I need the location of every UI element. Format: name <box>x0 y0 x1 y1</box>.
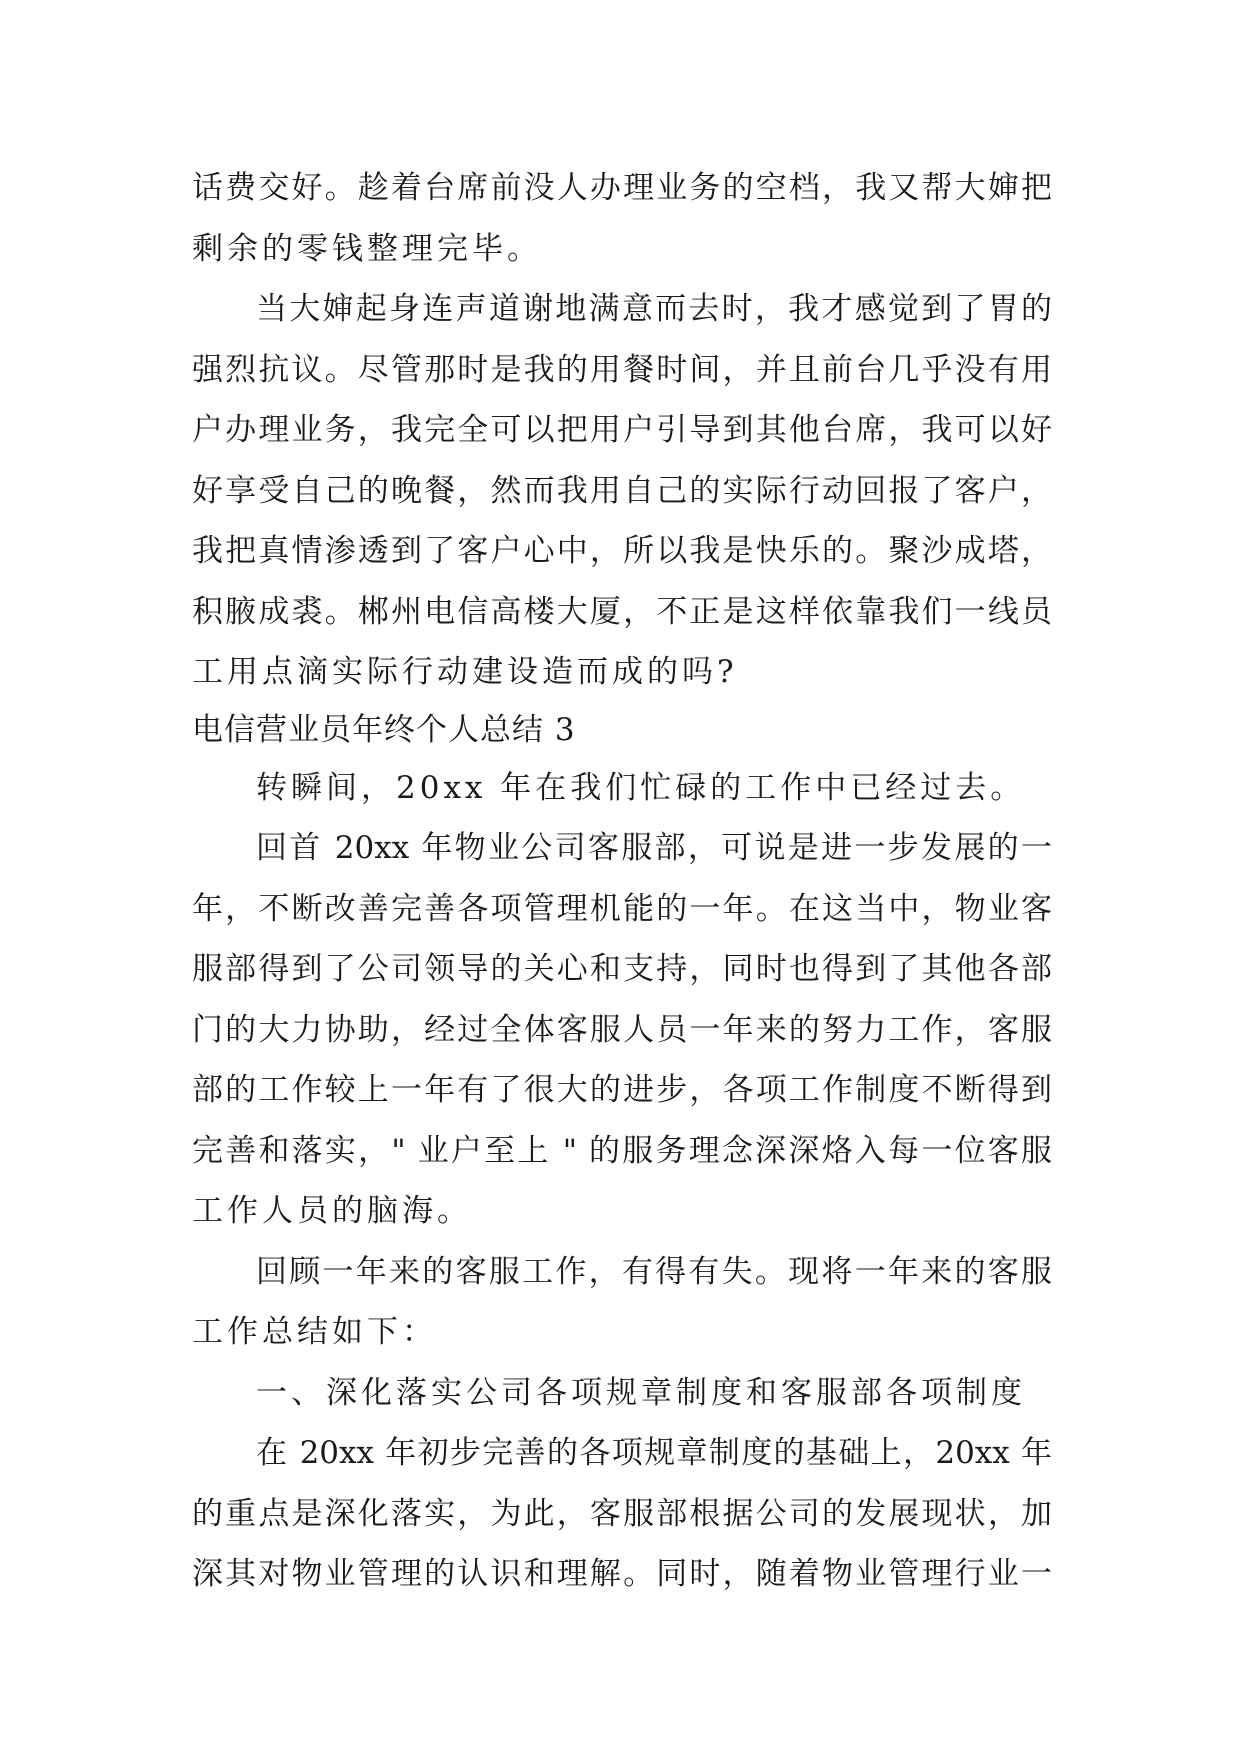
section-heading: 电信营业员年终个人总结 3 <box>192 711 576 748</box>
paragraph-start: 回顾一年来的客服工作，有得有失。现将一年来的客服 <box>256 1253 1052 1290</box>
text-line: 工作人员的脑海。 <box>192 1193 472 1229</box>
text-line: 年，不断改善完善各项管理机能的一年。在这当中，物业客 <box>192 890 1052 927</box>
text-line: 户办理业务，我完全可以把用户引导到其他台席，我可以好 <box>192 412 1052 448</box>
text-line: 工作总结如下： <box>192 1314 437 1350</box>
text-line: 部的工作较上一年有了很大的进步，各项工作制度不断得到 <box>192 1072 1052 1108</box>
document-body <box>192 158 1052 1605</box>
text-line: 我把真情渗透到了客户心中，所以我是快乐的。聚沙成塔， <box>192 533 1052 569</box>
text-line: 强烈抗议。尽管那时是我的用餐时间，并且前台几乎没有用 <box>192 351 1052 388</box>
text-line: 服部得到了公司领导的关心和支持，同时也得到了其他各部 <box>192 951 1052 987</box>
text-line: 话费交好。趁着台席前没人办理业务的空档，我又帮大婶把 <box>192 170 1052 206</box>
text-line: 深其对物业管理的认识和理解。同时，随着物业管理行业一 <box>192 1556 1052 1592</box>
text-line: 工用点滴实际行动建设造而成的吗? <box>192 654 738 690</box>
text-line: 好享受自己的晚餐，然而我用自己的实际行动回报了客户， <box>192 472 1052 509</box>
text-line: 剩余的零钱整理完毕。 <box>192 230 542 267</box>
text-line: 完善和落实，" 业户至上 " 的服务理念深深烙入每一位客服 <box>192 1132 1052 1169</box>
paragraph-start: 转瞬间，20xx 年在我们忙碌的工作中已经过去。 <box>256 769 1026 806</box>
subsection-heading: 一、深化落实公司各项规章制度和客服部各项制度 <box>256 1374 1026 1411</box>
text-line: 积腋成裘。郴州电信高楼大厦，不正是这样依靠我们一线员 <box>192 593 1052 630</box>
text-line: 门的大力协助，经过全体客服人员一年来的努力工作，客服 <box>192 1011 1052 1048</box>
paragraph-start: 当大婶起身连声道谢地满意而去时，我才感觉到了胃的 <box>256 291 1052 327</box>
paragraph-start: 在 20xx 年初步完善的各项规章制度的基础上，20xx 年 <box>256 1435 1052 1471</box>
text-line: 的重点是深化落实，为此，客服部根据公司的发展现状，加 <box>192 1495 1052 1532</box>
paragraph-start: 回首 20xx 年物业公司客服部，可说是进一步发展的一 <box>256 830 1052 866</box>
